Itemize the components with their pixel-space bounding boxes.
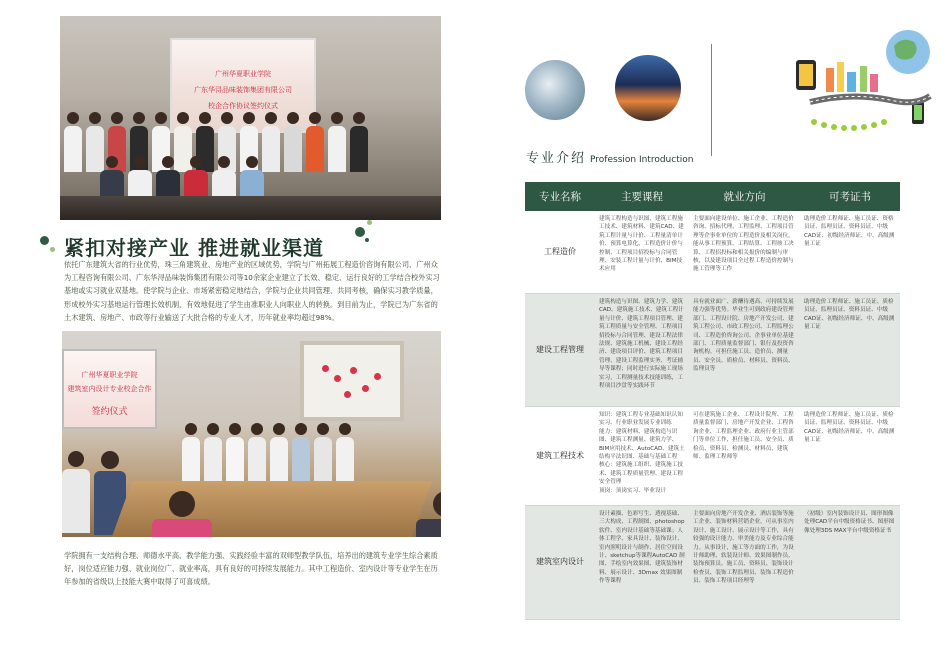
- meeting-photo: [62, 331, 441, 537]
- header-courses: 主要课程: [621, 191, 663, 203]
- profession-certs: 助理造价工程师证、施工员证、质检员证、监理员证、资料员证、中级CAD证、初级经济师证、中、高级测量工证: [804, 412, 895, 444]
- table-row: [525, 294, 900, 407]
- table-row: [525, 506, 900, 620]
- faculty-paragraph: 学院拥有一支结构合理、师德水平高、教学能力强、实践经验丰富的双师型教学队伍，培养出的建筑专业学生综合素质好，岗位适应能力强、就业岗位广、就业率高，具有良好的可持续发展能力。其中工程造价、室内设计等专业学生在历年参加的省级以上技能大赛中取得了可喜成绩。: [64, 551, 438, 587]
- profession-table: [525, 182, 900, 620]
- header-jobs: 就业方向: [723, 191, 766, 203]
- profession-certs: （初级）室内装饰设计员、图形图像处理CAD平台中级资格证书、图形图像处理3DS MAX平台中级资格证书: [804, 511, 895, 534]
- table-row: [525, 407, 900, 506]
- screen-line-3: 校企合作协议签约仪式: [208, 102, 278, 110]
- profession-courses: 建筑工程构造与识图、建筑工程施工技术、建筑材料、建筑CAD、建筑工程计量与计价、工程量清单计价、预算电算化、工程造价计价与控制、工程项目招投标与合同管理、安装工程计量与计价、BIM技术应用: [599, 216, 684, 273]
- screen2-line-2: 建筑室内设计专业校企合作: [67, 385, 152, 393]
- screen2-line-3: 签约仪式: [91, 407, 128, 417]
- signing-table: [60, 196, 441, 220]
- table-row: [525, 211, 900, 294]
- profession-name: 工程造价: [544, 246, 576, 256]
- section-title-cn: 专业介绍: [526, 151, 587, 166]
- intro-paragraph: 依托广东建筑大省的行业优势，珠三角建筑业、房地产业的区域优势，学院与广州拓展工程造价咨询有限公司、广州众为工程咨询有限公司、广东华浔品味装饰集团有限公司等10余家企业建立了长效、稳定、运行良好的工学结合校外实习基地或实习就业双基地。使学院与企业、市场紧密稳定地结合，学院与企业共同管理、共同考核，确保实习教学质量，形成校外实习基地运行管理长效机制，有效地促进了学生由准职业人向职业人的转换。到目前为止，学院已为广东省的土木建筑、房地产、市政等行业输送了大批合格的专业人才，历年就业率均超过98%。: [64, 260, 440, 322]
- main-heading: 紧扣对接产业 推进就业渠道: [64, 236, 324, 260]
- profession-courses: 建筑构造与识图、建筑力学、建筑CAD、建筑施工技术、建筑工程计量与计价、建筑工程项目管理、建筑工程质量与安全管理、工程项目招投标与合同管理、建设工程法律法规、建筑施工机械、建设工程经济、建设项目评价、建筑工程项目管理、建设工程监理实务、考证辅导等课程；同时进行实际施工现场实习，工程测量技术技能训练，工程项目沙盘等实践环节: [599, 299, 684, 390]
- city-skyline-circle-image: [613, 53, 683, 123]
- divider-line: [711, 44, 712, 156]
- profession-name: 建设工程管理: [536, 344, 584, 354]
- screen-line-1: 广州华夏职业学院: [215, 70, 271, 78]
- table-header: [525, 182, 900, 211]
- plum-blossom-painting: [300, 341, 404, 421]
- profession-jobs: 主要面向房地产开发企业、酒店装饰等施工企业、装饰材料营销企业，可从事室内设计、施工设计、展示设计等工作，具有较强的设计能力、审美能力及专业综合能力。从事设计，施工等方面的工作，为设计师助理、软装设计师、效果图制作员、装饰预算员、施工员、资料员、装饰设计检查员、装饰工程监理员、装饰工程造价员、装饰工程项目经理等: [693, 511, 794, 585]
- profession-jobs: 具有就业面广、薪酬待遇高、可持续发展能力强等优势。毕业生可到政府建设管理部门、工程设计院、房地产开发公司、建筑工程公司、市政工程公司、工程监理公司、工程造价咨询公司、企事业单位基建部门、工程质量监督部门、银行及投资咨询机构。可担任施工员、造价员、测量员、安全员、质检员、材料员、资料员、监理员等: [693, 299, 794, 373]
- projection-screen-2: [62, 349, 157, 429]
- profession-certs: 助理造价工程师证、施工员证、资格员证、监理员证、资料员证、中级CAD证、初级经济师证、中、高级测量工证: [804, 216, 895, 248]
- screen-line-2: 广东华浔品味装饰集团有限公司: [194, 86, 292, 94]
- header-certs: 可考证书: [829, 191, 871, 203]
- section-title-en: Profession Introduction: [590, 155, 694, 165]
- profession-name: 建筑室内设计: [536, 557, 584, 567]
- architecture-circle-image: [523, 58, 587, 122]
- meeting-attendees: [182, 423, 354, 483]
- header-name: 专业名称: [539, 191, 581, 203]
- foreground-people: [152, 491, 441, 537]
- group-photo: [60, 16, 441, 220]
- profession-certs: 助理造价工程师证、施工员证、质检员证、监理员证、资料员证、中级CAD证、初级经济师证、中、高级测量工证: [804, 299, 895, 331]
- profession-name: 建筑工程技术: [536, 450, 584, 460]
- profession-courses: 知识：建筑工程专业基础知识认知实习、行业职业发展专业训练 能力：建筑材料、建筑构造与识图、建筑工程测量、建筑力学、BIM应用技术、AutoCAD、建筑土结构平法识图、基础与基础工程 核心：建筑施工组织、建筑施工技术、建筑工程质量管理、建设工程安全管理 顶岗：顶岗实习、毕业设计: [599, 412, 685, 494]
- profession-jobs: 可在建筑施工企业、工程设计院所、工程质量监督部门、房地产开发企业、工程咨询企业、工程监理企业、政府行业主管部门等单位工作，担任施工员、安全员、质检员、资料员、检测员、材料员、建筑师、监理工程师等: [693, 412, 794, 461]
- section-title: [526, 147, 693, 166]
- screen2-line-1: 广州华夏职业学院: [81, 371, 138, 379]
- profession-jobs: 主要面向建设单位、施工企业、工程造价咨询、招标代理、工程监理、工程项目管理等企事业单位的工程造价及相关岗位，能从事工程预算、工程结算、工程竣工决算、工程招投标和相关报价的编制与审核，以及建设项目全过程工程造价控制与施工管理等工作: [693, 216, 794, 273]
- city-illustration: [790, 22, 940, 137]
- profession-courses: 设计素描、色彩写生、透视基础、三大构成、工程制图、photoshop 软件、室内设计基础等基础课；人体工程学、家具设计、装饰设计、室内照明设计与制作、居住空间设计、sketchup等课程AutoCAD 制图、手绘室内效果图、建筑装饰材料、展示设计、3Dmax 效果图制作等课程: [599, 511, 685, 585]
